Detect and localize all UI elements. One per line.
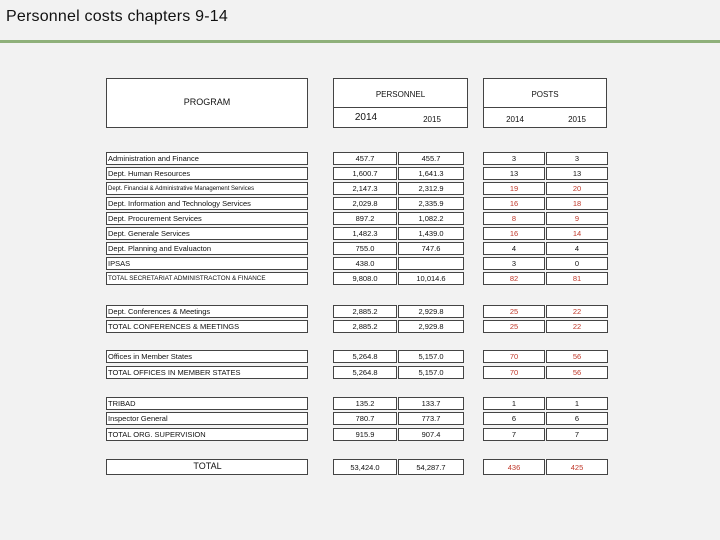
row-cell-p2015: 2,929.8 xyxy=(398,320,464,333)
row-cell-p2014: 2,885.2 xyxy=(333,305,397,318)
row-cell-s2015: 1 xyxy=(546,397,608,410)
row-cell-p2014: 53,424.0 xyxy=(333,459,397,475)
row-cell-s2014: 13 xyxy=(483,167,545,180)
posts-year-2014: 2014 xyxy=(506,115,524,124)
row-cell-s2015: 56 xyxy=(546,350,608,363)
row-cell-p2014: 5,264.8 xyxy=(333,366,397,379)
personnel-header xyxy=(333,78,468,128)
row-cell-p2014: 5,264.8 xyxy=(333,350,397,363)
personnel-header-label: PERSONNEL xyxy=(375,90,426,99)
row-label: Dept. Financial & Administrative Management Services xyxy=(106,182,308,195)
personnel-year-2015: 2015 xyxy=(423,115,441,124)
row-cell-s2015: 22 xyxy=(546,305,608,318)
title-divider xyxy=(0,40,720,43)
row-cell-p2015: 2,929.8 xyxy=(398,305,464,318)
row-cell-p2015: 5,157.0 xyxy=(398,366,464,379)
row-cell-s2015: 56 xyxy=(546,366,608,379)
row-cell-p2014: 135.2 xyxy=(333,397,397,410)
row-cell-s2014: 25 xyxy=(483,320,545,333)
row-cell-s2014: 6 xyxy=(483,412,545,425)
row-cell-s2015: 13 xyxy=(546,167,608,180)
row-cell-p2014: 2,885.2 xyxy=(333,320,397,333)
row-cell-s2014: 1 xyxy=(483,397,545,410)
row-cell-p2014: 755.0 xyxy=(333,242,397,255)
row-cell-p2015: 1,439.0 xyxy=(398,227,464,240)
row-cell-s2014: 4 xyxy=(483,242,545,255)
posts-header xyxy=(483,78,607,128)
row-cell-s2014: 70 xyxy=(483,350,545,363)
row-cell-s2014: 82 xyxy=(483,272,545,285)
row-cell-p2015: 1,082.2 xyxy=(398,212,464,225)
row-label: Dept. Conferences & Meetings xyxy=(106,305,308,318)
row-label: Administration and Finance xyxy=(106,152,308,165)
row-cell-p2014: 2,029.8 xyxy=(333,197,397,210)
posts-year-2015: 2015 xyxy=(568,115,586,124)
row-cell-s2015: 18 xyxy=(546,197,608,210)
row-cell-p2015: 2,312.9 xyxy=(398,182,464,195)
row-cell-p2014: 9,808.0 xyxy=(333,272,397,285)
row-cell-p2014: 1,600.7 xyxy=(333,167,397,180)
row-cell-s2014: 3 xyxy=(483,152,545,165)
row-cell-s2015: 425 xyxy=(546,459,608,475)
row-cell-p2014: 438.0 xyxy=(333,257,397,270)
row-cell-p2015: 2,335.9 xyxy=(398,197,464,210)
posts-header-divider xyxy=(484,107,606,108)
row-label: TRIBAD xyxy=(106,397,308,410)
posts-header-label: POSTS xyxy=(531,90,559,99)
program-header-label: PROGRAM xyxy=(183,97,231,107)
row-cell-s2014: 3 xyxy=(483,257,545,270)
page-title: Personnel costs chapters 9-14 xyxy=(6,8,228,25)
row-cell-s2014: 16 xyxy=(483,197,545,210)
row-label: Offices in Member States xyxy=(106,350,308,363)
row-cell-p2014: 915.9 xyxy=(333,428,397,441)
row-cell-s2014: 25 xyxy=(483,305,545,318)
row-cell-p2015: 54,287.7 xyxy=(398,459,464,475)
row-label: Dept. Generale Services xyxy=(106,227,308,240)
row-cell-p2015: 747.6 xyxy=(398,242,464,255)
personnel-year-2014: 2014 xyxy=(354,112,378,123)
row-label: TOTAL xyxy=(106,459,308,475)
row-cell-p2014: 897.2 xyxy=(333,212,397,225)
row-cell-s2015: 7 xyxy=(546,428,608,441)
row-cell-s2015: 9 xyxy=(546,212,608,225)
row-cell-s2014: 7 xyxy=(483,428,545,441)
row-cell-s2014: 16 xyxy=(483,227,545,240)
personnel-header-divider xyxy=(334,107,467,108)
row-label: Dept. Procurement Services xyxy=(106,212,308,225)
row-cell-p2014: 457.7 xyxy=(333,152,397,165)
row-cell-s2015: 20 xyxy=(546,182,608,195)
row-cell-p2014: 780.7 xyxy=(333,412,397,425)
row-cell-p2014: 2,147.3 xyxy=(333,182,397,195)
row-label: Dept. Information and Technology Services xyxy=(106,197,308,210)
row-cell-p2015: 5,157.0 xyxy=(398,350,464,363)
row-cell-s2015: 81 xyxy=(546,272,608,285)
row-cell-p2015 xyxy=(398,257,464,270)
row-cell-s2015: 0 xyxy=(546,257,608,270)
row-cell-s2014: 19 xyxy=(483,182,545,195)
row-label: TOTAL ORG. SUPERVISION xyxy=(106,428,308,441)
row-label: TOTAL OFFICES IN MEMBER STATES xyxy=(106,366,308,379)
row-cell-p2015: 455.7 xyxy=(398,152,464,165)
row-cell-p2015: 907.4 xyxy=(398,428,464,441)
row-label: Dept. Planning and Evaluacton xyxy=(106,242,308,255)
row-cell-p2015: 773.7 xyxy=(398,412,464,425)
row-cell-p2015: 133.7 xyxy=(398,397,464,410)
row-label: Dept. Human Resources xyxy=(106,167,308,180)
row-cell-p2014: 1,482.3 xyxy=(333,227,397,240)
program-header xyxy=(106,78,308,128)
row-label: TOTAL SECRETARIAT ADMINISTRACTON & FINANCE xyxy=(106,272,308,285)
row-cell-s2015: 22 xyxy=(546,320,608,333)
row-cell-s2015: 4 xyxy=(546,242,608,255)
row-cell-p2015: 1,641.3 xyxy=(398,167,464,180)
row-label: Inspector General xyxy=(106,412,308,425)
row-cell-s2015: 6 xyxy=(546,412,608,425)
row-cell-p2015: 10,014.6 xyxy=(398,272,464,285)
row-cell-s2015: 14 xyxy=(546,227,608,240)
row-cell-s2014: 70 xyxy=(483,366,545,379)
row-label: TOTAL CONFERENCES & MEETINGS xyxy=(106,320,308,333)
row-cell-s2014: 436 xyxy=(483,459,545,475)
row-cell-s2015: 3 xyxy=(546,152,608,165)
row-cell-s2014: 8 xyxy=(483,212,545,225)
row-label: IPSAS xyxy=(106,257,308,270)
